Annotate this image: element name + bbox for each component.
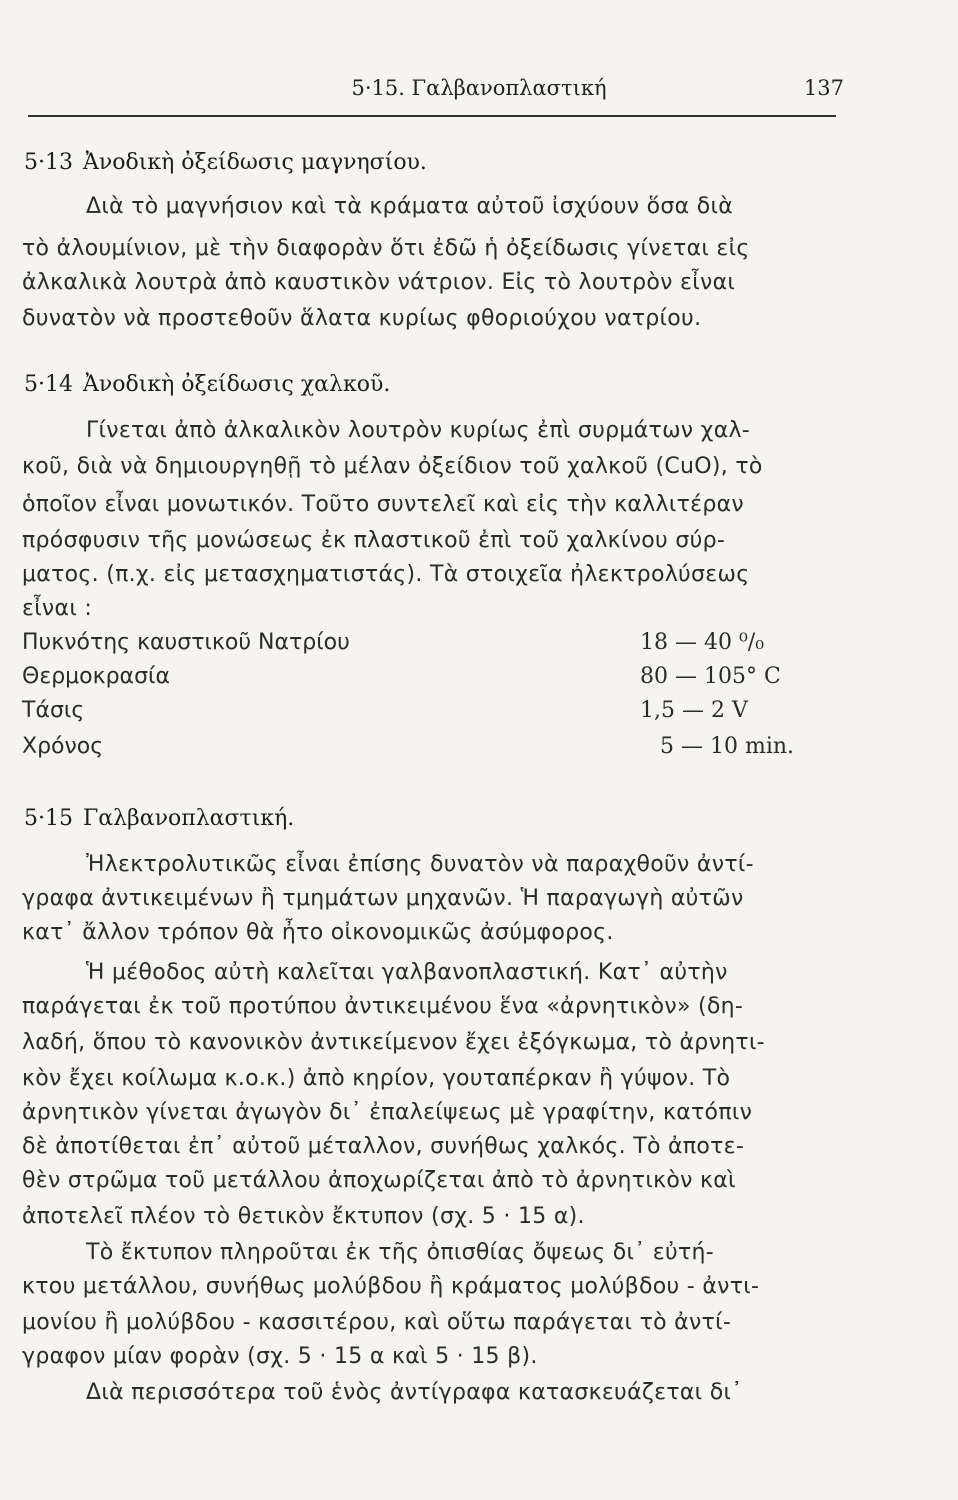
section-title: Ἀνοδικὴ ὀξείδωσις μαγνησίου. [82, 150, 427, 175]
paragraph-line: λαδή, ὅπου τὸ κανονικὸν ἀντικείμενον ἔχει ἐξόγκωμα, τὸ ἀρνητι- [22, 1030, 765, 1055]
paragraph-line: Τὸ ἔκτυπον πληροῦται ἐκ τῆς ὀπισθίας ὄψεως δι᾽ εὐτή- [86, 1240, 715, 1265]
section-number: 5·13 [24, 150, 73, 175]
spec-value: 1,5 — 2 V [640, 698, 748, 723]
paragraph-line: Διὰ τὸ μαγνήσιον καὶ τὰ κράματα αὐτοῦ ἰσχύουν ὅσα διὰ [86, 194, 734, 219]
running-header-title: 5·15. Γαλβανοπλαστική [351, 76, 607, 100]
paragraph-line: τὸ ἀλουμίνιον, μὲ τὴν διαφορὰν ὅτι ἐδῶ ἡ ὀξείδωσις γίνεται εἰς [22, 236, 750, 261]
paragraph-line: μονίου ἢ μολύβδου - κασσιτέρου, καὶ οὕτω παράγεται τὸ ἀντί- [22, 1310, 732, 1335]
section-number: 5·15 [24, 806, 73, 831]
paragraph-line: δὲ ἀποτίθεται ἐπ᾽ αὐτοῦ μέταλλον, συνήθως χαλκός. Τὸ ἀποτε- [22, 1134, 745, 1159]
spec-value: 5 — 10 min. [660, 734, 795, 759]
spec-label: Θερμοκρασία [22, 664, 170, 689]
paragraph-line: κοῦ, διὰ νὰ δημιουργηθῇ τὸ μέλαν ὀξείδιον τοῦ χαλκοῦ (CuO), τὸ [22, 454, 763, 479]
paragraph-line: κατ᾽ ἄλλον τρόπον θὰ ἦτο οἰκονομικῶς ἀσύμφορος. [22, 920, 614, 945]
paragraph-line: γραφα ἀντικειμένων ἢ τμημάτων μηχανῶν. Ἡ παραγωγὴ αὐτῶν [22, 886, 744, 911]
paragraph-line: πρόσφυσιν τῆς μονώσεως ἐκ πλαστικοῦ ἐπὶ τοῦ χαλκίνου σύρ- [22, 528, 726, 553]
page-number: 137 [803, 76, 844, 100]
paragraph-line: ἀποτελεῖ πλέον τὸ θετικὸν ἔκτυπον (σχ. 5 · 15 α). [22, 1204, 585, 1229]
spec-value: 18 — 40 ⁰/₀ [640, 630, 765, 655]
spec-label: Τάσις [22, 698, 85, 723]
paragraph-line: Ἡ μέθοδος αὐτὴ καλεῖται γαλβανοπλαστική. Κατ᾽ αὐτὴν [86, 960, 728, 985]
paragraph-line: Γίνεται ἀπὸ ἀλκαλικὸν λουτρὸν κυρίως ἐπὶ συρμάτων χαλ- [86, 418, 751, 443]
paragraph-line: ἀρνητικὸν γίνεται ἀγωγὸν δι᾽ ἐπαλείψεως μὲ γραφίτην, κατόπιν [22, 1100, 753, 1125]
header-rule [28, 115, 836, 117]
paragraph-line: κὸν ἔχει κοίλωμα κ.ο.κ.) ἀπὸ κηρίον, γουταπέρκαν ἢ γύψον. Τὸ [22, 1066, 731, 1091]
paragraph-line: Ἠλεκτρολυτικῶς εἶναι ἐπίσης δυνατὸν νὰ παραχθοῦν ἀντί- [86, 852, 754, 877]
paragraph-line: κτου μετάλλου, συνήθως μολύβδου ἢ κράματος μολύβδου - ἀντι- [22, 1274, 760, 1299]
paragraph-line: γραφον μίαν φορὰν (σχ. 5 · 15 α καὶ 5 · 15 β). [22, 1344, 538, 1369]
section-number: 5·14 [24, 372, 73, 397]
paragraph-line: ἀλκαλικὰ λουτρὰ ἀπὸ καυστικὸν νάτριον. Εἰς τὸ λουτρὸν εἶναι [22, 270, 736, 295]
spec-label: Πυκνότης καυστικοῦ Νατρίου [22, 630, 350, 655]
paragraph-line: εἶναι : [22, 596, 93, 621]
paragraph-line: Διὰ περισσότερα τοῦ ἑνὸς ἀντίγραφα κατασκευάζεται δι᾽ [86, 1380, 743, 1405]
section-title: Γαλβανοπλαστική. [82, 806, 295, 831]
section-heading-5-14 [24, 372, 390, 397]
paragraph-line: ματος. (π.χ. εἰς μετασχηματιστάς). Τὰ στοιχεῖα ἠλεκτρολύσεως [22, 562, 750, 587]
spec-label: Χρόνος [22, 734, 104, 759]
spec-value: 80 — 105° C [640, 664, 781, 689]
paragraph-line: δυνατὸν νὰ προστεθοῦν ἅλατα κυρίως φθοριούχου νατρίου. [22, 306, 702, 331]
paragraph-line: παράγεται ἐκ τοῦ προτύπου ἀντικειμένου ἕνα «ἀρνητικὸν» (δη- [22, 994, 744, 1019]
section-heading-5-15 [24, 806, 294, 831]
paragraph-line: θὲν στρῶμα τοῦ μετάλλου ἀποχωρίζεται ἀπὸ τὸ ἀρνητικὸν καὶ [22, 1168, 736, 1193]
paragraph-line: ὁποῖον εἶναι μονωτικόν. Τοῦτο συντελεῖ καὶ εἰς τὴν καλλιτέραν [22, 492, 745, 517]
section-title: Ἀνοδικὴ ὀξείδωσις χαλκοῦ. [82, 372, 391, 397]
section-heading-5-13 [24, 150, 427, 175]
